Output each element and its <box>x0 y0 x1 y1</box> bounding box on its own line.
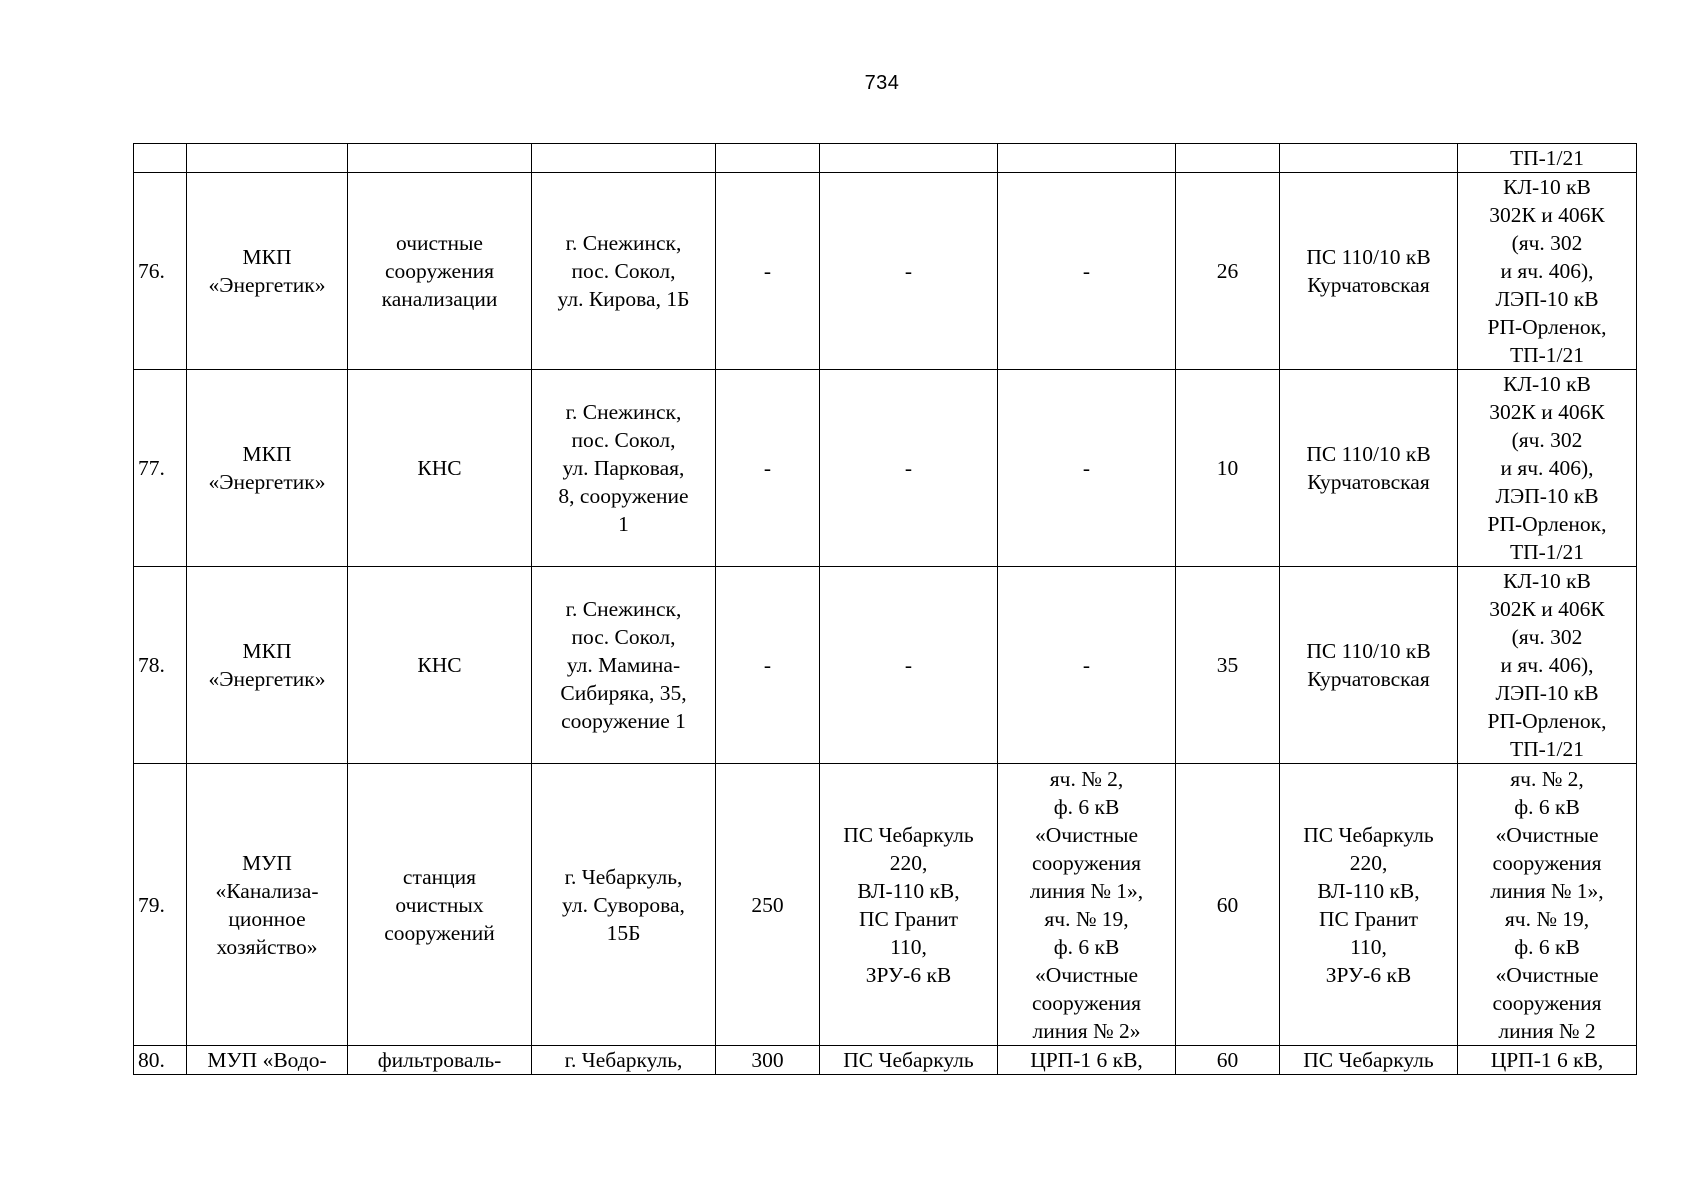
cell-substation-2: ПС 110/10 кВ Курчатовская <box>1280 567 1458 764</box>
cell-organization: МУП «Канализа- ционное хозяйство» <box>187 764 348 1046</box>
cell-organization <box>187 144 348 173</box>
cell-feeder-1: ЦРП-1 6 кВ, <box>998 1046 1176 1075</box>
cell-organization: МКП «Энергетик» <box>187 173 348 370</box>
cell-power-1: - <box>716 567 820 764</box>
cell-number: 77. <box>134 370 187 567</box>
cell-substation-1: - <box>820 173 998 370</box>
cell-power-2: 35 <box>1176 567 1280 764</box>
cell-feeder-1: яч. № 2, ф. 6 кВ «Очистные сооружения линия № 1», яч. № 19, ф. 6 кВ «Очистные сооружения линия № 2» <box>998 764 1176 1046</box>
cell-feeder-2: КЛ-10 кВ 302К и 406К (яч. 302 и яч. 406), ЛЭП-10 кВ РП-Орленок, ТП-1/21 <box>1458 567 1637 764</box>
cell-power-1: 300 <box>716 1046 820 1075</box>
cell-power-2: 60 <box>1176 1046 1280 1075</box>
cell-organization: МУП «Водо- <box>187 1046 348 1075</box>
cell-power-1 <box>716 144 820 173</box>
cell-facility: станция очистных сооружений <box>348 764 532 1046</box>
cell-number <box>134 144 187 173</box>
cell-substation-2: ПС Чебаркуль 220, ВЛ-110 кВ, ПС Гранит 110, ЗРУ-6 кВ <box>1280 764 1458 1046</box>
table-row <box>134 764 1637 1046</box>
cell-substation-2 <box>1280 144 1458 173</box>
table-row <box>134 173 1637 370</box>
cell-substation-1: ПС Чебаркуль <box>820 1046 998 1075</box>
cell-power-2 <box>1176 144 1280 173</box>
cell-organization: МКП «Энергетик» <box>187 370 348 567</box>
cell-feeder-2: ЦРП-1 6 кВ, <box>1458 1046 1637 1075</box>
cell-number: 78. <box>134 567 187 764</box>
cell-facility: фильтроваль- <box>348 1046 532 1075</box>
cell-feeder-1: - <box>998 173 1176 370</box>
table-row <box>134 144 1637 173</box>
table-row <box>134 567 1637 764</box>
table-row <box>134 370 1637 567</box>
cell-number: 79. <box>134 764 187 1046</box>
cell-address: г. Снежинск, пос. Сокол, ул. Мамина- Сибиряка, 35, сооружение 1 <box>532 567 716 764</box>
cell-feeder-2: ТП-1/21 <box>1458 144 1637 173</box>
cell-address: г. Чебаркуль, ул. Суворова, 15Б <box>532 764 716 1046</box>
cell-substation-1: - <box>820 567 998 764</box>
power-connection-table <box>133 143 1637 1075</box>
cell-feeder-1 <box>998 144 1176 173</box>
cell-power-1: - <box>716 173 820 370</box>
cell-feeder-2: яч. № 2, ф. 6 кВ «Очистные сооружения линия № 1», яч. № 19, ф. 6 кВ «Очистные сооружения линия № 2 <box>1458 764 1637 1046</box>
cell-facility <box>348 144 532 173</box>
table-row <box>134 1046 1637 1075</box>
cell-substation-1: ПС Чебаркуль 220, ВЛ-110 кВ, ПС Гранит 110, ЗРУ-6 кВ <box>820 764 998 1046</box>
cell-substation-2: ПС 110/10 кВ Курчатовская <box>1280 370 1458 567</box>
cell-substation-2: ПС Чебаркуль <box>1280 1046 1458 1075</box>
cell-power-2: 26 <box>1176 173 1280 370</box>
cell-power-2: 60 <box>1176 764 1280 1046</box>
cell-facility: КНС <box>348 567 532 764</box>
cell-number: 76. <box>134 173 187 370</box>
cell-power-2: 10 <box>1176 370 1280 567</box>
cell-feeder-2: КЛ-10 кВ 302К и 406К (яч. 302 и яч. 406), ЛЭП-10 кВ РП-Орленок, ТП-1/21 <box>1458 370 1637 567</box>
cell-facility: очистные сооружения канализации <box>348 173 532 370</box>
cell-feeder-1: - <box>998 567 1176 764</box>
cell-power-1: 250 <box>716 764 820 1046</box>
cell-address <box>532 144 716 173</box>
cell-facility: КНС <box>348 370 532 567</box>
page-number: 734 <box>864 72 900 94</box>
cell-feeder-1: - <box>998 370 1176 567</box>
cell-substation-1: - <box>820 370 998 567</box>
cell-address: г. Чебаркуль, <box>532 1046 716 1075</box>
cell-feeder-2: КЛ-10 кВ 302К и 406К (яч. 302 и яч. 406), ЛЭП-10 кВ РП-Орленок, ТП-1/21 <box>1458 173 1637 370</box>
cell-power-1: - <box>716 370 820 567</box>
cell-organization: МКП «Энергетик» <box>187 567 348 764</box>
cell-substation-1 <box>820 144 998 173</box>
cell-address: г. Снежинск, пос. Сокол, ул. Парковая, 8, сооружение 1 <box>532 370 716 567</box>
cell-number: 80. <box>134 1046 187 1075</box>
cell-address: г. Снежинск, пос. Сокол, ул. Кирова, 1Б <box>532 173 716 370</box>
cell-substation-2: ПС 110/10 кВ Курчатовская <box>1280 173 1458 370</box>
